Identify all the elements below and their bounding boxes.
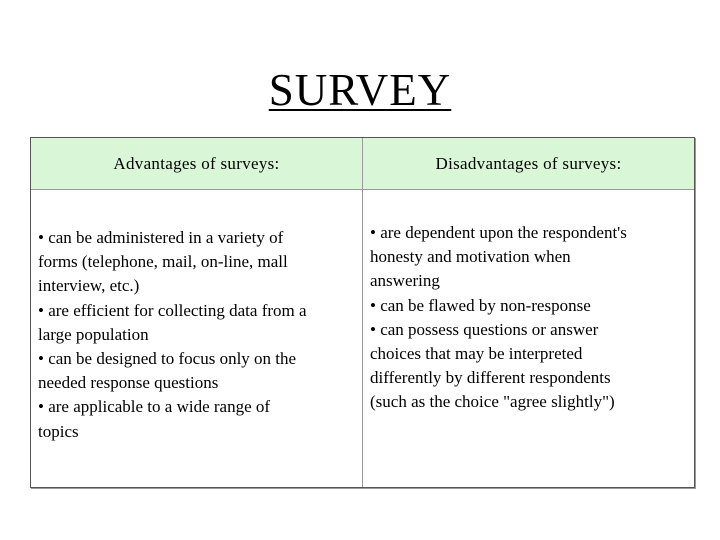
advantages-line: large population <box>38 324 149 344</box>
advantages-line: needed response questions <box>38 373 219 393</box>
disadvantages-line: choices that may be interpreted <box>370 344 583 364</box>
disadvantages-line: differently by different respondents <box>370 368 611 388</box>
disadvantages-line: (such as the choice "agree slightly") <box>370 392 615 412</box>
advantages-line: • are applicable to a wide range of <box>38 397 271 417</box>
page-title-text: SURVEY <box>268 65 452 115</box>
disadvantages-line: • are dependent upon the respondent's <box>370 223 627 242</box>
advantages-line: forms (telephone, mail, on-line, mall <box>38 252 288 272</box>
disadvantages-line: answering <box>370 271 440 291</box>
advantages-header: Advantages of surveys: <box>31 138 363 190</box>
advantages-line: topics <box>38 421 79 441</box>
disadvantages-cell <box>363 190 694 487</box>
comparison-table <box>30 137 695 488</box>
disadvantages-line: honesty and motivation when <box>370 247 571 267</box>
advantages-line: • can be administered in a variety of <box>38 228 284 247</box>
disadvantages-line: • can possess questions or answer <box>370 319 599 339</box>
page-title <box>0 64 720 116</box>
disadvantages-header: Disadvantages of surveys: <box>363 138 694 190</box>
advantages-line: • can be designed to focus only on the <box>38 349 297 369</box>
advantages-cell <box>31 190 363 487</box>
advantages-line: • are efficient for collecting data from a <box>38 300 307 320</box>
advantages-line: interview, etc.) <box>38 276 140 296</box>
disadvantages-line: • can be flawed by non-response <box>370 295 591 315</box>
